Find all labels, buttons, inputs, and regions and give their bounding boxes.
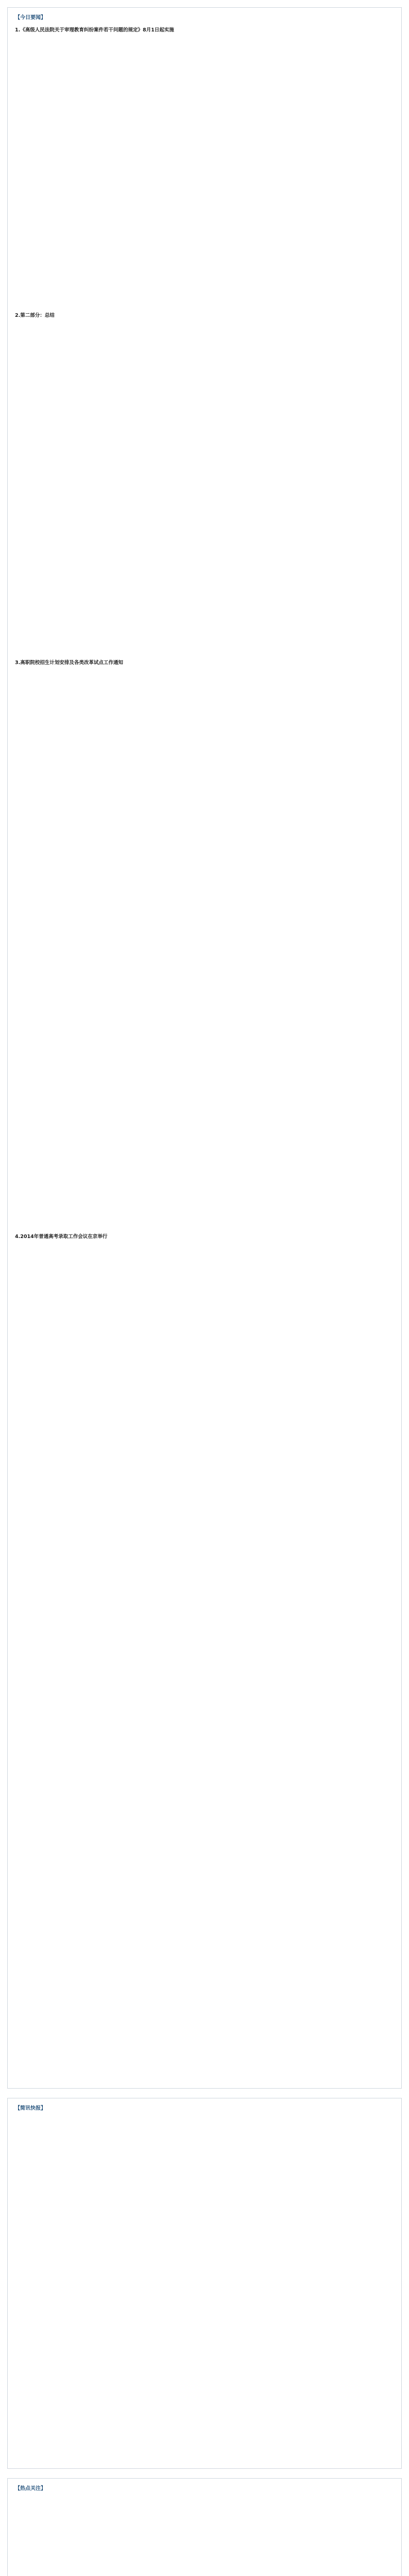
section-heading: 【热点关注】: [15, 2486, 46, 2492]
article: [15, 311, 394, 651]
article-title: 4.2014年普通高考录取工作会议在京举行: [15, 1234, 108, 1240]
article-title: 3.高职院校招生计划安排及各类改革试点工作通知: [15, 660, 123, 666]
article: [15, 1232, 394, 2077]
article: [15, 658, 394, 1225]
news-section: [7, 7, 402, 2089]
article-body: [15, 1243, 394, 2077]
article-body: [15, 669, 394, 1225]
article-title: 2.第二部分：总结: [15, 313, 55, 318]
focus-section: [7, 2478, 402, 2576]
article-body: [15, 36, 394, 304]
article-title: 1.《高级人民法院关于审理教育纠纷案件若干问题的规定》8月1日起实施: [15, 27, 174, 33]
focus-body: [15, 2497, 394, 2576]
article-body: [15, 321, 394, 651]
article: [15, 26, 394, 304]
section-heading: 【简讯快报】: [15, 2106, 46, 2111]
section-heading: 【今日要闻】: [15, 15, 46, 21]
briefs-section: [7, 2098, 402, 2469]
briefs-body: [15, 2116, 394, 2462]
